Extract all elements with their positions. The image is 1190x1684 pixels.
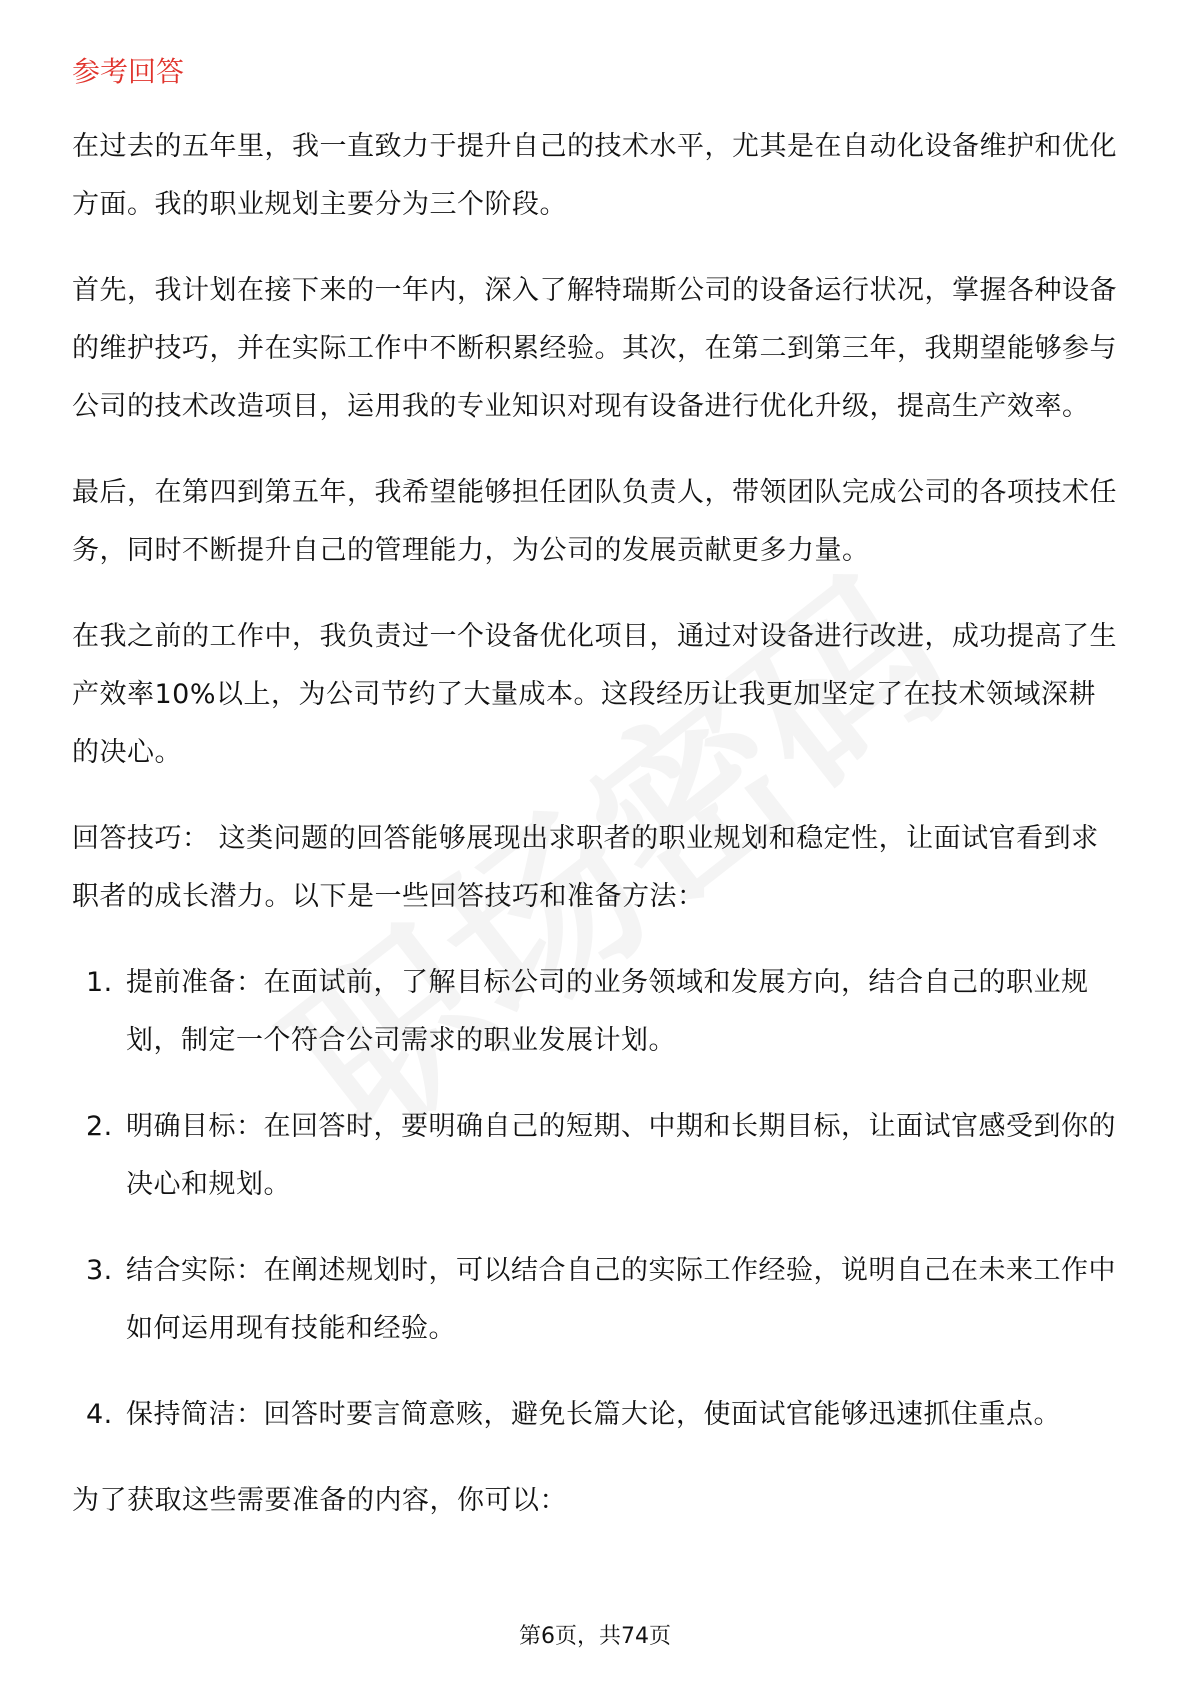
section-heading: 参考回答 <box>72 55 185 88</box>
answer-paragraph-1: 在过去的五年里，我一直致力于提升自己的技术水平，尤其是在自动化设备维护和优化方面。我的职业规划主要分为三个阶段。 <box>72 131 1117 220</box>
list-item-text: 明确目标：在回答时，要明确自己的短期、中期和长期目标，让面试官感受到你的决心和规划。 <box>126 1111 1116 1200</box>
answer-paragraph-4: 在我之前的工作中，我负责过一个设备优化项目，通过对设备进行改进，成功提高了生产效率10%以上，为公司节约了大量成本。这段经历让我更加坚定了在技术领域深耕的决心。 <box>72 621 1117 768</box>
tips-list <box>72 954 1122 1444</box>
list-item-number: 1. <box>86 967 113 998</box>
list-item <box>72 1386 1122 1444</box>
list-item <box>72 1242 1122 1358</box>
list-item-text: 提前准备：在面试前，了解目标公司的业务领域和发展方向，结合自己的职业规划，制定一个符合公司需求的职业发展计划。 <box>126 967 1089 1056</box>
page-content <box>72 48 1122 1558</box>
tips-intro: 回答技巧： 这类问题的回答能够展现出求职者的职业规划和稳定性，让面试官看到求职者的成长潜力。以下是一些回答技巧和准备方法： <box>72 823 1099 912</box>
answer-paragraph-3: 最后，在第四到第五年，我希望能够担任团队负责人，带领团队完成公司的各项技术任务，同时不断提升自己的管理能力，为公司的发展贡献更多力量。 <box>72 477 1117 566</box>
list-item-text: 结合实际：在阐述规划时，可以结合自己的实际工作经验，说明自己在未来工作中如何运用现有技能和经验。 <box>126 1255 1116 1344</box>
page-number: 第6页，共74页 <box>519 1624 671 1649</box>
list-item <box>72 954 1122 1070</box>
list-item-number: 4. <box>86 1399 113 1430</box>
answer-paragraph-2: 首先，我计划在接下来的一年内，深入了解特瑞斯公司的设备运行状况，掌握各种设备的维护技巧，并在实际工作中不断积累经验。其次，在第二到第三年，我期望能够参与公司的技术改造项目，运用我的专业知识对现有设备进行优化升级，提高生产效率。 <box>72 275 1117 422</box>
closing-line: 为了获取这些需要准备的内容，你可以： <box>72 1485 567 1516</box>
list-item-number: 3. <box>86 1255 113 1286</box>
list-item <box>72 1098 1122 1214</box>
list-item-number: 2. <box>86 1111 113 1142</box>
list-item-text: 保持简洁：回答时要言简意赅，避免长篇大论，使面试官能够迅速抓住重点。 <box>126 1399 1061 1430</box>
